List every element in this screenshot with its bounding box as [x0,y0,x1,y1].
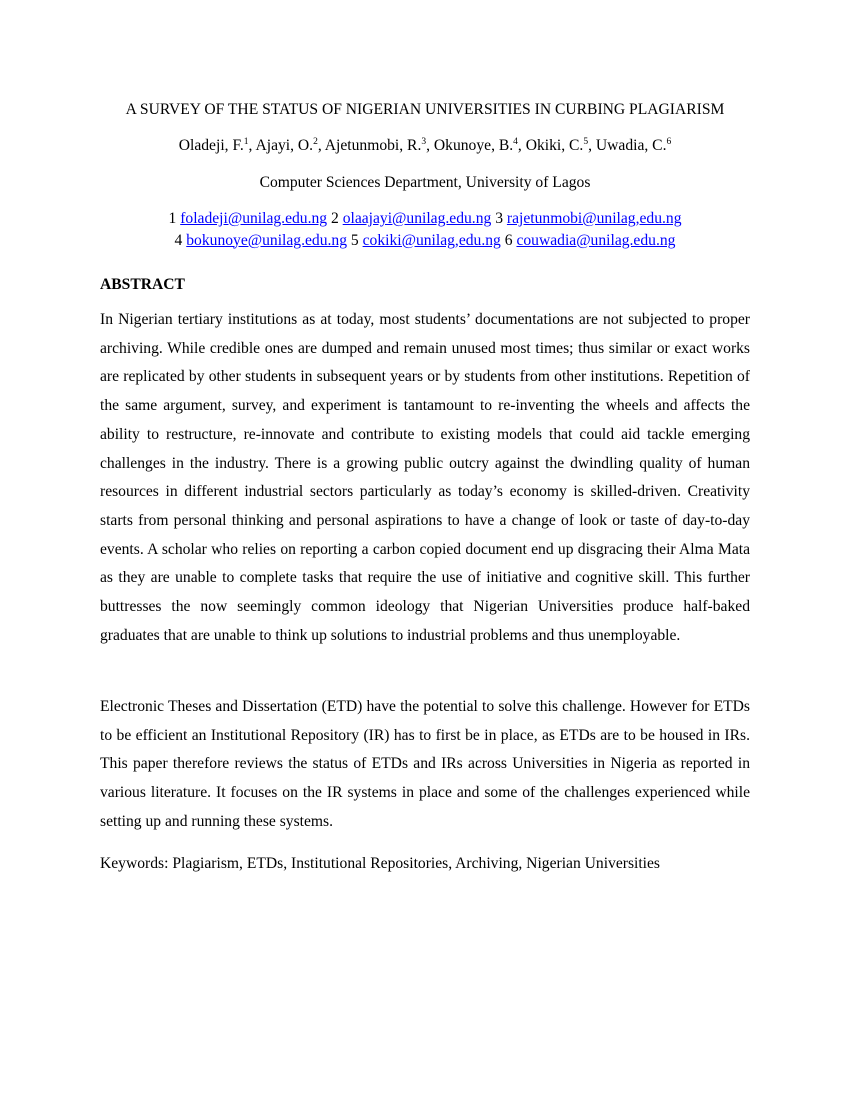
abstract-heading: ABSTRACT [100,276,185,293]
email-number: 1 [168,210,177,227]
email-link[interactable]: cokiki@unilag,edu.ng [362,231,501,249]
author-separator: , [248,137,256,154]
author [179,137,256,154]
author [596,137,671,154]
email-link[interactable]: couwadia@unilag.edu.ng [516,231,676,249]
author [325,137,434,154]
author-affiliation-mark: 2 [313,137,318,147]
email-link[interactable]: bokunoye@unilag.edu.ng [186,231,347,249]
author [255,137,324,154]
author-name: Uwadia, C. [595,137,667,154]
author-name: Okunoye, B. [433,137,514,154]
author-separator: , [317,137,325,154]
author-affiliation-mark: 3 [421,137,427,147]
author-affiliation-mark: 4 [513,137,518,147]
email-number: 2 [330,210,339,227]
author-name: Oladeji, F. [178,137,244,154]
abstract-paragraph: Electronic Theses and Dissertation (ETD) have the potential to solve this challenge. However for ETDs to be efficient an Institutional Repository (IR) has to first be in place, as ETDs are to be housed in IRs. This paper therefore reviews the status of ETDs and IRs across Universities in Nigeria as reported in various literature. It focuses on the IR systems in place and some of the challenges experienced while setting up and running these systems. [100,698,750,830]
author-affiliation: Computer Sciences Department, University of Lagos [259,174,591,191]
email-number: 6 [504,231,513,249]
author-affiliation-mark: 1 [243,137,249,147]
email-link[interactable]: rajetunmobi@unilag,edu.ng [506,210,682,227]
author-affiliation-mark: 5 [583,137,589,147]
email-link[interactable]: olaajayi@unilag.edu.ng [342,210,492,227]
email-link[interactable]: foladeji@unilag.edu.ng [180,210,328,227]
keywords: Keywords: Plagiarism, ETDs, Institutional Repositories, Archiving, Nigerian Universities [100,855,660,872]
author-separator: , [426,137,434,154]
author-emails [0,208,850,251]
email-line [0,208,850,230]
author [434,137,526,154]
author [526,137,596,154]
email-number: 3 [495,210,503,227]
author-name: Ajayi, O. [255,137,314,154]
email-number: 4 [174,231,183,249]
paper-title: A SURVEY OF THE STATUS OF NIGERIAN UNIVERSITIES IN CURBING PLAGIARISM [125,101,725,118]
email-line [0,230,850,252]
author-separator: , [517,137,526,154]
author-name: Okiki, C. [525,137,584,154]
author-affiliation-mark: 6 [666,137,672,147]
author-list [0,136,850,156]
author-separator: , [588,137,596,154]
abstract-paragraph: In Nigerian tertiary institutions as at today, most students’ documentations are not subjected to proper archiving. While credible ones are dumped and remain unused most times; thus similar or exact works are replicated by other students in subsequent years or by students from other institutions. Repetition of the same argument, survey, and experiment is tantamount to re-inventing the wheels and affects the ability to restructure, re-innovate and contribute to existing models that could aid tackle emerging challenges in the industry. There is a growing public outcry against the dwindling quality of human resources in different industrial sectors particularly as today’s economy is skilled-driven. Creativity starts from personal thinking and personal aspirations to have a change of look or taste of day-to-day events. A scholar who relies on reporting a carbon copied document end up disgracing their Alma Mata as they are unable to complete tasks that require the use of initiative and cognitive skill. This further buttresses the now seemingly common ideology that Nigerian Universities produce half-baked graduates that are unable to think up solutions to industrial problems and thus unemployable. [100,311,750,644]
author-name: Ajetunmobi, R. [324,137,422,154]
email-number: 5 [350,231,359,249]
